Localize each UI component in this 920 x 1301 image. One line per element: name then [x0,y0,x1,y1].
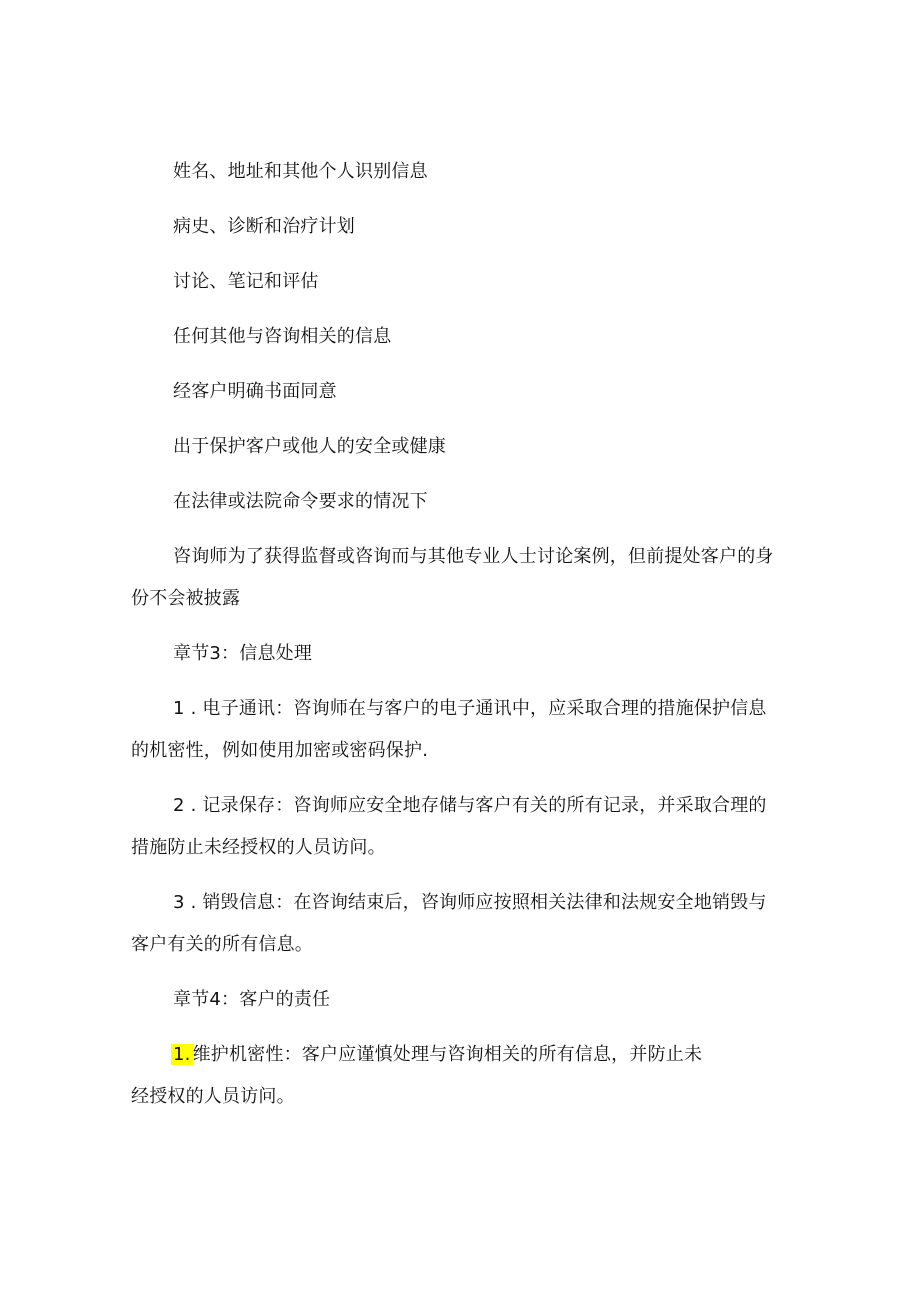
section-3-item-2-line1: 2 . 记录保存：咨询师应安全地存储与客户有关的所有记录，并采取合理的 [173,795,767,816]
list-item-written-consent: 经客户明确书面同意 [173,381,337,402]
list-item-legal-order: 在法律或法院命令要求的情况下 [173,491,428,512]
section-3-item-3-line2: 客户有关的所有信息。 [131,934,313,955]
section-3-item-1-line2: 的机密性，例如使用加密或密码保护. [131,740,429,761]
list-item-discussion-notes: 讨论、笔记和评估 [173,271,319,292]
list-item-other-info: 任何其他与咨询相关的信息 [173,326,392,347]
section-4-item-1-text: 维护机密性：客户应谨慎处理与咨询相关的所有信息，并防止未 [192,1044,703,1065]
section-4-heading: 章节4：客户的责任 [173,989,331,1010]
paragraph-supervision-line2: 份不会被披露 [131,588,241,609]
list-item-personal-info: 姓名、地址和其他个人识别信息 [173,161,428,182]
section-4-item-1-line1 [171,1043,702,1067]
highlighted-number: 1. [173,1044,191,1065]
paragraph-supervision-line1: 咨询师为了获得监督或咨询而与其他专业人士讨论案例，但前提处客户的身 [173,546,774,567]
section-4-item-1-line2: 经授权的人员访问。 [131,1086,295,1107]
section-3-item-2-line2: 措施防止未经授权的人员访问。 [131,837,386,858]
list-item-safety: 出于保护客户或他人的安全或健康 [173,436,446,457]
section-3-item-1-line1: 1 . 电子通讯：咨询师在与客户的电子通讯中，应采取合理的措施保护信息 [173,698,767,719]
list-item-medical-history: 病史、诊断和治疗计划 [173,216,355,237]
section-3-item-3-line1: 3 . 销毁信息：在咨询结束后，咨询师应按照相关法律和法规安全地销毁与 [173,892,767,913]
section-3-heading: 章节3：信息处理 [173,643,313,664]
